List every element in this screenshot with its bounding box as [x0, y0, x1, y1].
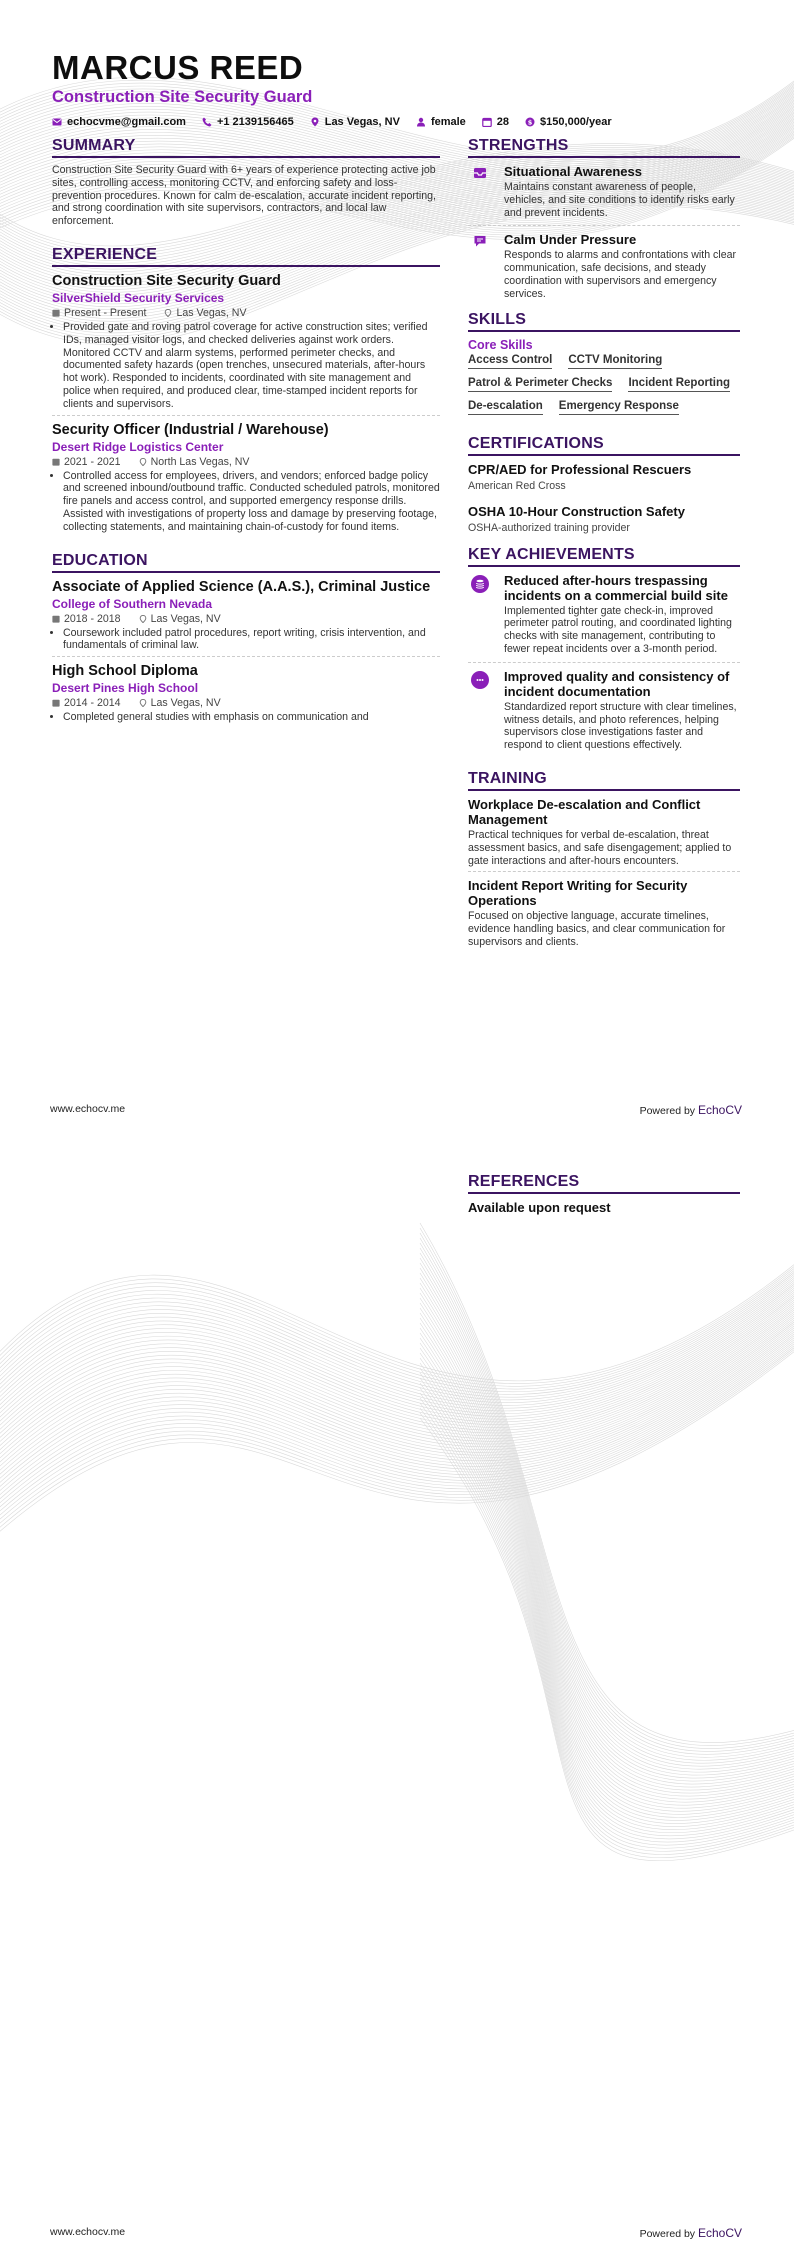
summary-heading: SUMMARY — [52, 137, 440, 158]
experience-meta — [52, 456, 440, 468]
divider — [52, 656, 440, 657]
experience-company: SilverShield Security Services — [52, 290, 225, 305]
experience-bullet: • Provided gate and roving patrol coverage for active construction sites; verified IDs, managed visitor logs, and checked deliveries against work orders. Monitored CCTV and alarm systems, performed perimeter checks, and documented safety hazards (open trenches, unsecured materials, after-hours hot work). Responded to incidents, coordinated with site management and police when required, and produced clear, time-stamped incident reports for clients and supervisors. — [63, 321, 440, 411]
training-section — [468, 770, 740, 949]
calendar-icon — [52, 309, 60, 317]
brand-logo: EchoCV — [697, 2226, 742, 2240]
references-section — [468, 1173, 740, 1215]
education-degree: Associate of Applied Science (A.A.S.), Criminal Justice — [52, 578, 431, 595]
summary-section — [52, 137, 440, 228]
education-bullet: • Completed general studies with emphasis on communication and — [63, 711, 440, 724]
strength-item — [468, 232, 740, 300]
contact-email[interactable] — [52, 116, 186, 128]
right-column — [468, 137, 740, 949]
certification-title: OSHA 10-Hour Construction Safety — [468, 503, 685, 519]
education-school: Desert Pines High School — [52, 681, 199, 696]
skill-tag: Patrol & Perimeter Checks — [468, 377, 612, 392]
location-icon — [310, 117, 320, 127]
experience-meta — [52, 307, 440, 319]
achievement-item — [468, 669, 740, 752]
training-item — [468, 797, 740, 867]
location-icon — [139, 615, 147, 623]
contact-gender — [416, 116, 466, 128]
inbox-icon — [473, 166, 487, 219]
divider — [468, 225, 740, 226]
education-heading: EDUCATION — [52, 552, 440, 573]
divider — [468, 662, 740, 663]
experience-location: North Las Vegas, NV — [150, 455, 250, 468]
contact-location-text: Las Vegas, NV — [324, 116, 400, 128]
contact-phone[interactable] — [202, 116, 294, 128]
calendar-icon — [52, 458, 60, 466]
footer-powered-by[interactable] — [640, 1103, 742, 1117]
calendar-icon — [482, 117, 492, 127]
resume-header — [52, 50, 742, 128]
contact-bar — [52, 116, 742, 128]
training-desc: Focused on objective language, accurate timelines, evidence handling basics, and clear communication for supervisors and clients. — [468, 910, 726, 948]
certification-issuer: OSHA-authorized training provider — [468, 521, 630, 534]
achievement-title: Reduced after-hours trespassing incidents on a commercial build site — [504, 572, 728, 603]
skills-list — [468, 354, 740, 415]
experience-bullet: • Controlled access for employees, drivers, and vendors; enforced badge policy and screened inbound/outbound traffic. Conducted scheduled patrols, monitored fire panels and access control, and supported emergency response drills. Assisted with investigations of property loss and damage by preserving footage, collecting statements, and maintaining chain-of-custody for found items. — [63, 470, 440, 534]
location-icon — [139, 699, 147, 707]
certification-issuer: American Red Cross — [468, 479, 566, 492]
achievements-section — [468, 546, 740, 752]
education-item — [52, 663, 440, 724]
contact-salary — [525, 116, 612, 128]
achievement-desc: Standardized report structure with clear timelines, witness details, and photo references, helping supervisors close investigations faster and respond to client questions effectively. — [504, 700, 737, 752]
dots-icon — [471, 671, 489, 689]
training-title: Workplace De-escalation and Conflict Management — [468, 796, 701, 827]
training-item — [468, 878, 740, 948]
certification-item — [468, 504, 740, 534]
education-school: College of Southern Nevada — [52, 596, 213, 611]
dollar-icon — [525, 117, 535, 127]
strengths-section — [468, 137, 740, 301]
contact-salary-text: $150,000/year — [540, 116, 612, 128]
certifications-heading: CERTIFICATIONS — [468, 435, 740, 456]
contact-phone-text: +1 2139156465 — [216, 116, 294, 128]
skills-heading: SKILLS — [468, 311, 740, 332]
skills-subheading: Core Skills — [468, 337, 533, 352]
achievement-title: Improved quality and consistency of incident documentation — [504, 668, 730, 699]
divider — [468, 871, 740, 872]
footer-powered-by[interactable] — [640, 2226, 742, 2240]
contact-age-text: 28 — [496, 116, 510, 128]
candidate-name: MARCUS REED — [52, 49, 304, 86]
training-heading: TRAINING — [468, 770, 740, 791]
achievement-item — [468, 573, 740, 656]
education-meta — [52, 613, 440, 625]
skill-tag: Access Control — [468, 354, 552, 369]
calendar-icon — [52, 699, 60, 707]
experience-title: Security Officer (Industrial / Warehouse) — [52, 421, 329, 438]
experience-item — [52, 422, 440, 534]
education-location: Las Vegas, NV — [150, 697, 221, 710]
education-dates: 2014 - 2014 — [64, 697, 121, 710]
references-heading: REFERENCES — [468, 1173, 740, 1194]
skills-section — [468, 311, 740, 415]
footer-website[interactable]: www.echocv.me — [50, 1103, 126, 1115]
chat-icon — [473, 234, 487, 300]
footer-website[interactable]: www.echocv.me — [50, 2226, 126, 2238]
experience-item — [52, 273, 440, 411]
experience-section — [52, 246, 440, 534]
calendar-icon — [52, 615, 60, 623]
contact-gender-text: female — [430, 116, 466, 128]
left-column — [52, 137, 440, 724]
brand-logo: EchoCV — [697, 1103, 742, 1117]
powered-by-label: Powered by — [639, 1105, 696, 1117]
experience-company: Desert Ridge Logistics Center — [52, 439, 224, 454]
strength-desc: Maintains constant awareness of people, vehicles, and site conditions to identify risks early and prevent incidents. — [504, 181, 735, 219]
training-title: Incident Report Writing for Security Operations — [468, 878, 688, 909]
background-wave-pattern — [0, 1123, 794, 2246]
experience-heading: EXPERIENCE — [52, 246, 440, 267]
strengths-heading: STRENGTHS — [468, 137, 740, 158]
skill-tag: Incident Reporting — [628, 377, 730, 392]
education-item — [52, 579, 440, 653]
certification-item — [468, 462, 740, 492]
education-meta — [52, 697, 440, 709]
achievement-desc: Implemented tighter gate check-in, improved perimeter patrol routing, and coordinated lighting checks with site management, contributing to fewer repeat incidents over a 3-month period. — [504, 604, 732, 655]
education-location: Las Vegas, NV — [150, 612, 221, 625]
email-icon — [52, 117, 62, 127]
strength-desc: Responds to alarms and confrontations with clear communication, safe decisions, and steady coordination with supervisors and emergency services. — [504, 249, 737, 300]
svg-text:$: $ — [527, 118, 533, 127]
powered-by-label: Powered by — [639, 2228, 696, 2240]
summary-text: Construction Site Security Guard with 6+ years of experience protecting active job sites, controlling access, monitoring CCTV, and enforcing safety and loss-prevention procedures. Known for calm de-escalation, accurate incident reporting, and strong coordination with site supervisors, contractors, and local law enforcement. — [52, 164, 436, 228]
education-bullet: • Coursework included patrol procedures, report writing, crisis intervention, and fundamentals of criminal law. — [63, 627, 440, 653]
contact-location — [310, 116, 400, 128]
divider — [52, 415, 440, 416]
location-icon — [139, 458, 147, 466]
location-icon — [164, 309, 172, 317]
person-icon — [416, 117, 426, 127]
certification-title: CPR/AED for Professional Rescuers — [468, 461, 692, 477]
strength-item — [468, 164, 740, 219]
education-dates: 2018 - 2018 — [64, 612, 121, 625]
phone-icon — [202, 117, 212, 127]
strength-title: Situational Awareness — [504, 164, 642, 179]
education-degree: High School Diploma — [52, 663, 198, 680]
database-icon — [471, 575, 489, 593]
skill-tag: De-escalation — [468, 400, 543, 415]
skill-tag: CCTV Monitoring — [568, 354, 662, 369]
job-title-headline: Construction Site Security Guard — [52, 88, 313, 106]
training-desc: Practical techniques for verbal de-escalation, threat assessment basics, and safe disengagement; applied to gate interactions and after-hours encounters. — [468, 828, 732, 867]
experience-dates: 2021 - 2021 — [64, 455, 121, 468]
resume-page-2 — [0, 1123, 794, 2246]
certifications-section — [468, 435, 740, 534]
experience-dates: Present - Present — [64, 306, 147, 319]
education-section — [52, 552, 440, 724]
achievements-heading: KEY ACHIEVEMENTS — [468, 546, 740, 567]
experience-location: Las Vegas, NV — [176, 306, 247, 319]
strength-title: Calm Under Pressure — [504, 232, 637, 248]
experience-title: Construction Site Security Guard — [52, 272, 281, 289]
contact-age — [482, 116, 509, 128]
skill-tag: Emergency Response — [559, 400, 679, 415]
right-column — [468, 1173, 740, 1215]
references-text: Available upon request — [468, 1200, 611, 1215]
contact-email-text: echocvme@gmail.com — [67, 116, 186, 128]
